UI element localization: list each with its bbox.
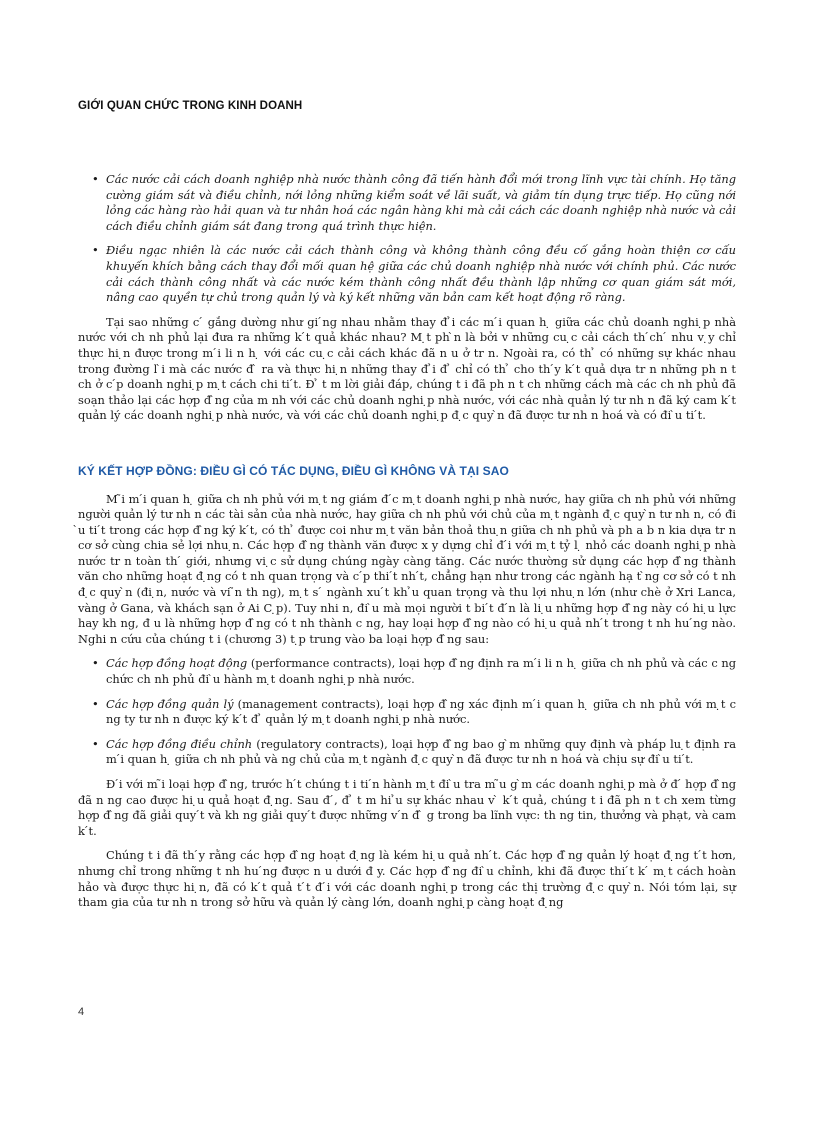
page-body [78, 172, 736, 920]
section-heading: KÝ KẾT HỢP ĐỒNG: ĐIỀU GÌ CÓ TÁC DỤNG, ĐIỀU GÌ KHÔNG VÀ TẠI SAO [78, 463, 509, 478]
contract-description: (management contracts), loại hợp đ ̀ng xác định m ́i quan h ̣ giữa ch nh phủ với m ̣t c ng ty tư nh n được ký k ́t đ ̉ quản lý m ̣t doanh nghi ̣p nhà nước. [106, 696, 736, 727]
contract-description: (regulatory contracts), loại hợp đ ̀ng bao g ̀m những quy định và pháp lu ̣t định ra m ́i quan h ̣ giữa ch nh phủ và ng chủ của m ̣t ngành đ ̣c quy ̀n đã được tư nh n hoá và chịu sự đi ̀u ti ́t. [106, 736, 736, 767]
page-number: 4 [78, 1006, 85, 1018]
contract-term: Các hợp đồng quản lý [106, 696, 234, 711]
intro-bullet-incentive-structure: • Điều ngạc nhiên là các nước cải cách thành công và không thành công đều cố gắng hoàn thiện cơ cấu khuyến khích bằng cách thay đổi mối quan hệ giữa các chủ doanh nghiệp nhà nước với chính phủ. Các nước cải cách thành công nhất và các nước kém thành công nhất đều thành lập những cơ quan giám sát mới, nâng cao quyền tự chủ trong quản lý và ký kết những văn bản cam kết hoạt động rõ ràng. [92, 243, 736, 305]
contract-type-regulatory [92, 737, 736, 768]
intro-paragraph: Tại sao những c ́ gắng dường như gi ́ng nhau nhằm thay đ ̉i các m ́i quan h ̣ giữa các chủ doanh nghi ̣p nhà nước với ch nh phủ lại đưa ra những k ́t quả khác nhau? M ̣t ph ̀n là bởi v những cu ̣c cải cách th ́ch ́ nhu v ̣y chỉ thực hi ̣n được trong m ́i li n h ̣ với các cu ̣c cải cách khác đã n u ở tr n. Ngoài ra, có th ̉ có những sự khác nhau trong đường l ̀i mà các nước đ ̀ ra và thực hi ̣n những thay đ ̉i đ ̉ chỉ có th ̉ cho th ́y k ́t quả dựa tr n những ph n t ch ở c ́p doanh nghi ̣p m ̣t cách chi ti ́t. Đ ̉ t m lời giải đáp, chúng t i đã ph n t ch những cách mà các ch nh phủ đã soạn thảo lại các hợp đ ̀ng của m nh với các chủ doanh nghi ̣p nhà nước, với các nhà quản lý tư nh n đã ký cam k ́t quản lý các doanh nghi ̣p nhà nước, và với các chủ doanh nghi ̣p đ ̣c quy ̀n đã được tư nh n hoá và có đi ̀u ti ́t. [78, 314, 736, 423]
intro-bullet-financial-reform: • Các nước cải cách doanh nghiệp nhà nước thành công đã tiến hành đổi mới trong lĩnh vực tài chính. Họ tăng cường giám sát và điều chỉnh, nới lỏng những kiểm soát về lãi suất, và giảm tín dụng trực tiếp. Họ cũng nới lỏng các hàng rào hải quan và tư nhân hoá các ngân hàng khi mà cải cách các doanh nghiệp nhà nước và cải cách điều chỉnh giám sát đang trong quá trình thực hiện. [92, 172, 736, 234]
contract-term: Các hợp đồng điều chỉnh [106, 736, 253, 751]
running-header: GIỚI QUAN CHỨC TRONG KINH DOANH [78, 100, 303, 112]
contract-type-management [92, 697, 736, 728]
contract-term: Các hợp đồng hoạt động [106, 656, 248, 671]
section-paragraph-3: Chúng t i đã th ́y rằng các hợp đ ̀ng hoạt đ ̣ng là kém hi ̣u quả nh ́t. Các hợp đ ̀ng quản lý hoạt đ ̣ng t ́t hơn, nhưng chỉ trong những t nh hu ́ng được n u dưới đ y. Các hợp đ ̀ng đi ̀u chỉnh, khi đã được thi ́t k ́ m ̣t cách hoàn hảo và được thực hi ̣n, đã có k ́t quả t ́t đ ́i với các doanh nghi ̣p trong các thị trường đ ̣c quy ̀n. Nói tóm lại, sự tham gia của tư nh n trong sở hữu và quản lý càng lớn, doanh nghi ̣p càng hoạt đ ̣ng [78, 848, 736, 910]
section-paragraph-2: Đ ́i với m ̃i loại hợp đ ̀ng, trước h ́t chúng t i ti ́n hành m ̣t đi ̀u tra m ̃u g ̀m các doanh nghi ̣p mà ở đ ́ hợp đ ̀ng đã n ng cao được hi ̣u quả hoạt đ ̣ng. Sau đ ́, đ ̉ t m hi ̉u sự khác nhau v ̀ k ́t quả, chúng t i đã ph n t ch xem từng hợp đ ̀ng đã giải quy ́t và kh ng giải quy ́t được những v ́n đ ̀ g trong ba lĩnh vực: th ng tin, thưởng và phạt, và cam k ́t. [78, 777, 736, 838]
contract-description: (performance contracts), loại hợp đ ̀ng định ra m ́i li n h ̣ giữa ch nh phủ và các c ng chức ch nh phủ đi ̀u hành m ̣t doanh nghi ̣p nhà nước. [106, 656, 736, 687]
contract-type-performance [92, 656, 736, 687]
section-paragraph-1: M ̃i m ́i quan h ̣ giữa ch nh phủ với m ̣t ng giám đ ́c m ̣t doanh nghi ̣p nhà nước, hay giữa ch nh phủ với những người quản lý tư nh n các tài sản của nhà nước, hay giữa ch nh phủ với chủ của m ̣t ngành đ ̣c quy ̀n tư nh n, có đi ̀u ti ́t trong các hợp đ ̀ng ký k ́t, có th ̉ được coi như m ̣t văn bản thoả thu ̣n giữa ch nh phủ và ph a b n kia dựa tr n cơ sở cùng chia sẻ lợi nhu ̣n. Các hợp đ ̀ng thành văn được x y dựng chỉ đ ́i với m ̣t tỷ l ̣ nhỏ các doanh nghi ̣p nhà nước tr n toàn th ́ giới, nhưng vi ̣c sử dụng chúng ngày càng tăng. Các nước thường sử dụng các hợp đ ̀ng thành văn cho những hoạt đ ̣ng có t nh quan trọng và c ́p thi ́t nh ́t, chẳng hạn như trong các ngành hạ t ̀ng cơ sở có t nh đ ̣c quy ̀n (đi ̣n, nước và vi ̃n th ng), m ̣t s ́ ngành xu ́t kh ̉u quan trọng và thu lợi nhu ̣n lớn (như chè ở Xri Lanca, vàng ở Gana, và khách sạn ở Ai C ̣p). Tuy nhi n, đi ̀u mà mọi người t bi ́t đ ́n là li ̣u những hợp đ ̀ng này có hi ̣u lực hay kh ng, đ u là những hợp đ ̀ng có t nh thành c ng, hay loại hợp đ ̀ng nào có hi ̣u quả nh ́t trong t nh hu ́ng nào. Nghi n cứu của chúng t i (chương 3) t ̣p trung vào ba loại hợp đ ̀ng sau: [78, 491, 736, 646]
